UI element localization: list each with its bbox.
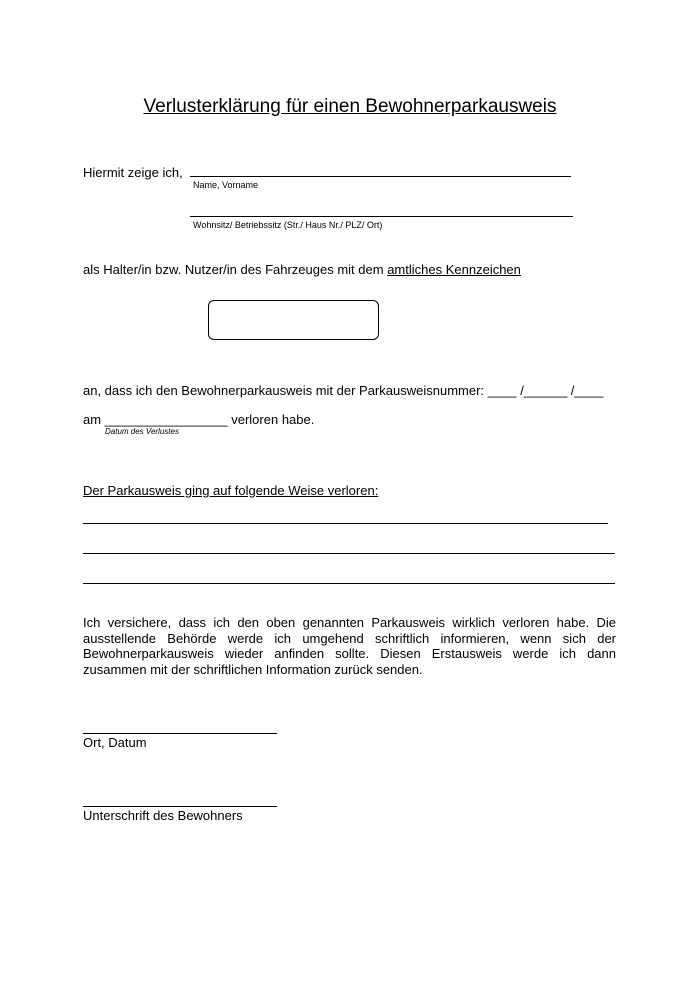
- reason-line-1[interactable]: [83, 523, 608, 524]
- declaration-paragraph: Ich versichere, dass ich den oben genannten Parkausweis wirklich verloren habe. Die ausstellende Behörde werde ich umgehend schriftlich informieren, wenn sich der Bewohnerparkausweis wieder anfinden sollte. Diesen Erstausweis werde ich dann zusammen mit der schriftlichen Information zurück senden.: [83, 615, 616, 677]
- place-date-field[interactable]: [83, 733, 277, 734]
- loss-date-field[interactable]: _________________: [104, 412, 228, 427]
- holder-text: als Halter/in bzw. Nutzer/in des Fahrzeuges mit dem: [83, 262, 384, 277]
- holder-underlined-text: amtliches Kennzeichen: [387, 262, 521, 277]
- license-plate-box[interactable]: [208, 300, 379, 340]
- signature-label: Unterschrift des Bewohners: [83, 808, 243, 823]
- reason-heading: Der Parkausweis ging auf folgende Weise verloren:: [83, 483, 379, 498]
- loss-date-caption: Datum des Verlustes: [105, 427, 179, 436]
- intro-label: Hiermit zeige ich,: [83, 165, 183, 180]
- holder-sentence: [83, 262, 521, 277]
- name-field[interactable]: [190, 176, 571, 177]
- permit-sentence: [83, 383, 603, 398]
- reason-line-3[interactable]: [83, 583, 615, 584]
- address-field[interactable]: [190, 216, 573, 217]
- page-title: Verlusterklärung für einen Bewohnerparkausweis: [143, 96, 557, 117]
- loss-date-sentence: [83, 412, 314, 427]
- loss-date-suffix: verloren habe.: [231, 412, 315, 427]
- permit-number-field[interactable]: ____ /______ /____: [487, 383, 604, 398]
- reason-line-2[interactable]: [83, 553, 615, 554]
- signature-field[interactable]: [83, 806, 277, 807]
- permit-text: an, dass ich den Bewohnerparkausweis mit der Parkausweisnummer:: [83, 383, 485, 398]
- place-date-label: Ort, Datum: [83, 735, 147, 750]
- loss-date-prefix: am: [83, 412, 102, 427]
- address-caption: Wohnsitz/ Betriebssitz (Str./ Haus Nr./ PLZ/ Ort): [193, 220, 383, 230]
- name-caption: Name, Vorname: [193, 180, 259, 190]
